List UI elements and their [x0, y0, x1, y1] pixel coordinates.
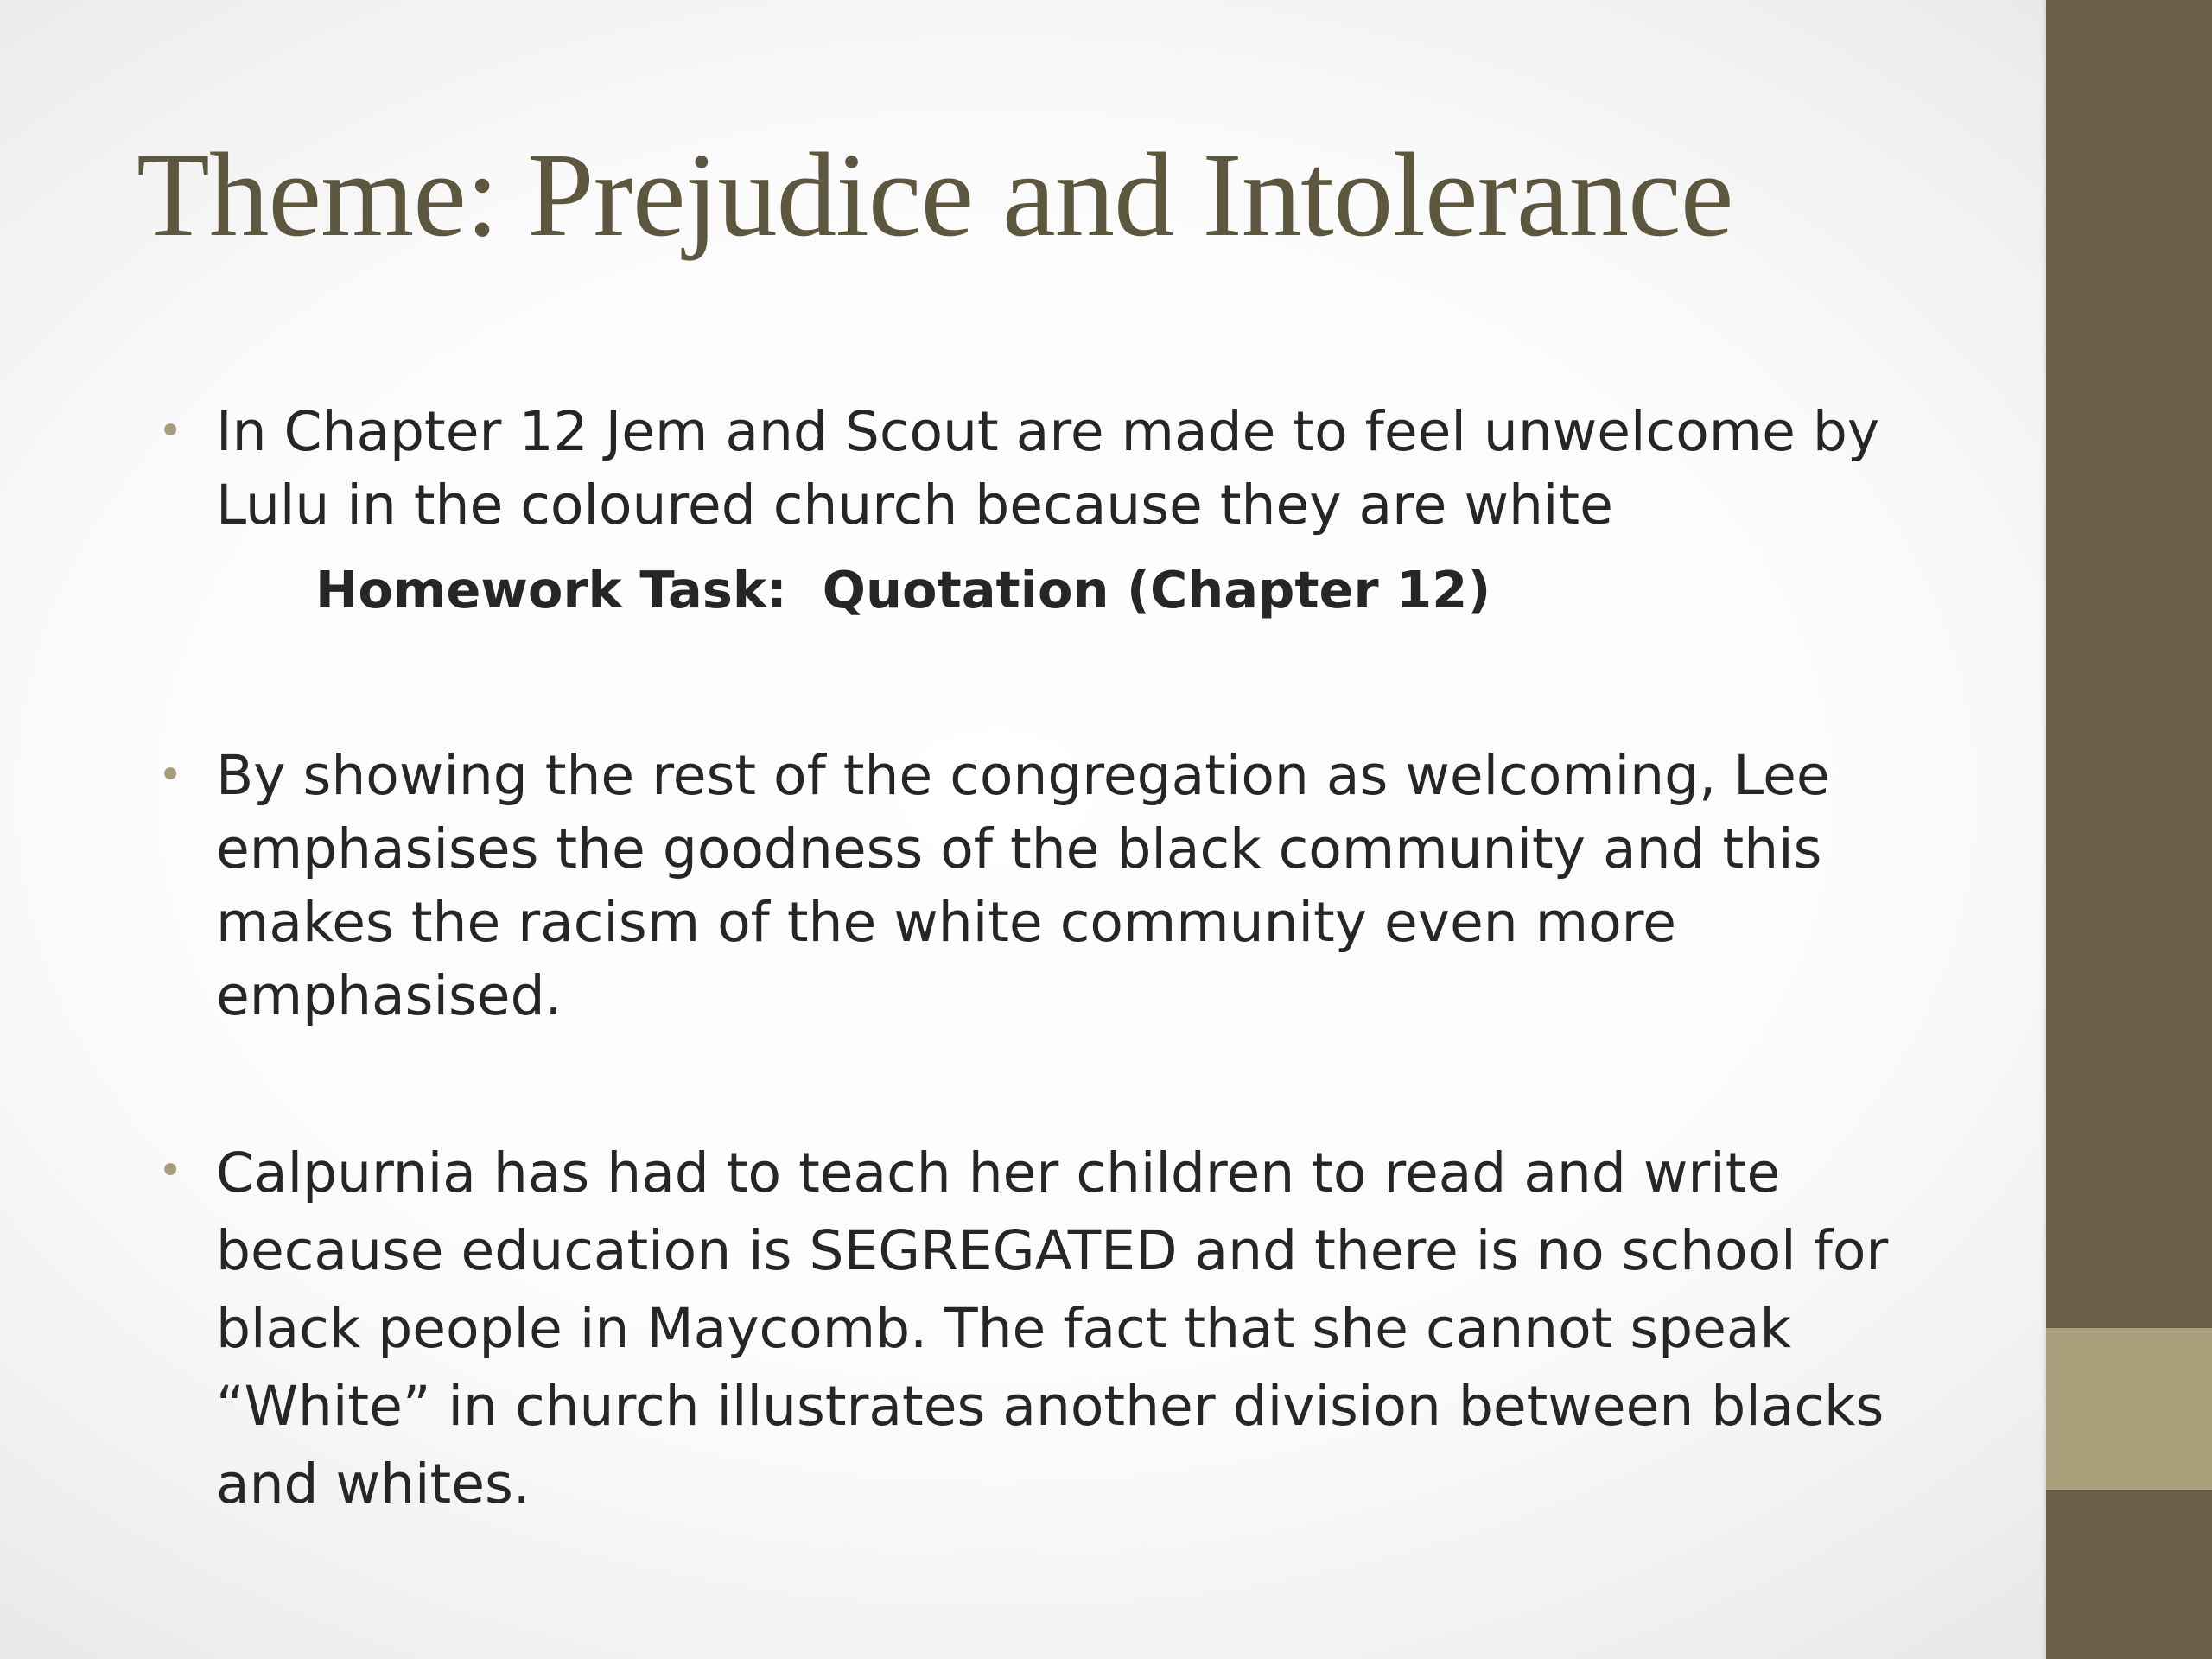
side-accent-block [2046, 1328, 2212, 1490]
bullet-text-1: In Chapter 12 Jem and Scout are made to feel unwelcome by Lulu in the coloured church because they are white [216, 400, 1880, 537]
bullet-marker: • [158, 407, 183, 455]
bullet-text-2: By showing the rest of the congregation as welcoming, Lee emphasises the goodness of the black community and this makes the racism of the white community even more emphasised. [216, 744, 1830, 1027]
bullet-marker: • [158, 751, 183, 799]
slide-title: Theme: Prejudice and Intolerance [137, 129, 1733, 262]
bullet-marker: • [158, 1147, 183, 1195]
bullet-text-3: Calpurnia has had to teach her children to read and write because education is SEGREGATED and there is no school for black people in Maycomb. The fact that she cannot speak “White” in church illustrates another division between blacks and whites. [216, 1141, 1889, 1516]
homework-task: Homework Task: Quotation (Chapter 12) [315, 560, 1491, 620]
